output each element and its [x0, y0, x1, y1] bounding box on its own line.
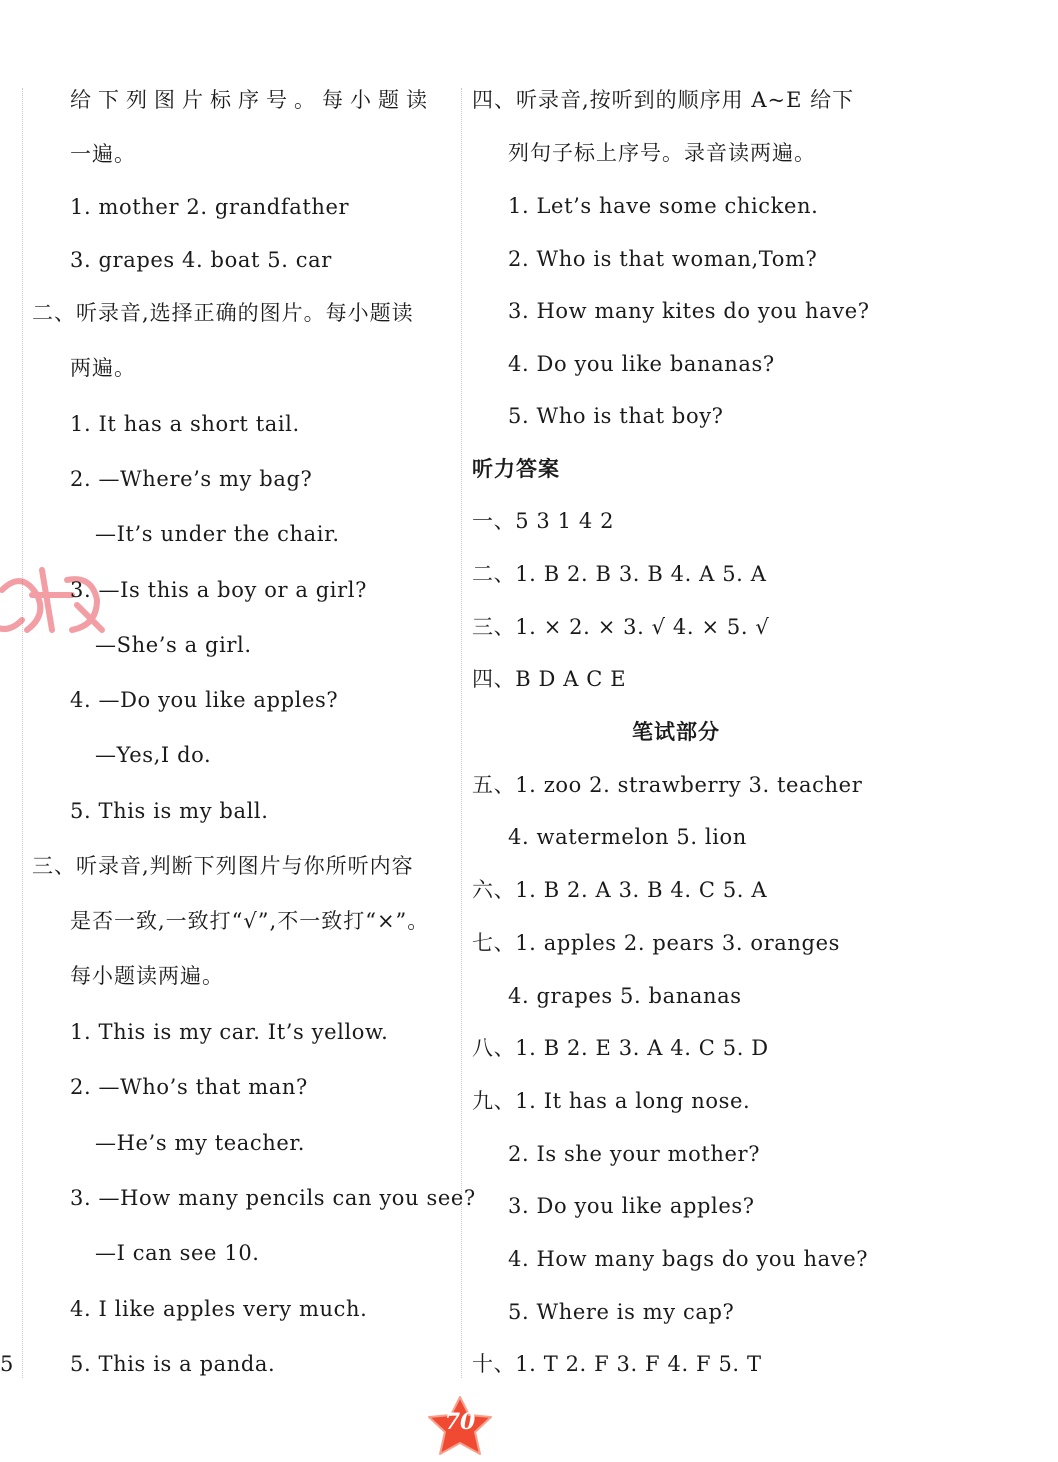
answer-row-9c: 3. Do you like apples? [508, 1194, 755, 1218]
left-line-22: —I can see 10. [95, 1241, 260, 1265]
right-line-6: 4. Do you like bananas? [508, 352, 775, 376]
answer-row-7b: 4. grapes 5. bananas [508, 984, 742, 1008]
left-line-4: 3. grapes 4. boat 5. car [70, 248, 332, 272]
answer-row-6: 六、1. B 2. A 3. B 4. C 5. A [472, 878, 768, 902]
left-line-11: —She’s a girl. [95, 633, 252, 657]
answer-row-9e: 5. Where is my cap? [508, 1300, 735, 1324]
answer-row-7: 七、1. apples 2. pears 3. oranges [472, 931, 840, 955]
answer-row-9: 九、1. It has a long nose. [472, 1089, 751, 1113]
left-line-14: 5. This is my ball. [70, 799, 269, 823]
left-line-13: —Yes,I do. [95, 743, 212, 767]
answer-row-2: 二、1. B 2. B 3. B 4. A 5. A [472, 562, 767, 586]
answer-row-5: 五、1. zoo 2. strawberry 3. teacher [472, 773, 863, 797]
answer-row-4: 四、B D A C E [472, 667, 627, 691]
right-line-4: 2. Who is that woman,Tom? [508, 247, 818, 271]
left-line-23: 4. I like apples very much. [70, 1297, 368, 1321]
left-line-6: 两遍。 [70, 356, 136, 380]
left-column-rule [22, 88, 24, 1378]
written-section-heading: 笔试部分 [632, 720, 720, 744]
right-line-3: 1. Let’s have some chicken. [508, 194, 819, 218]
page-number: 70 [444, 1409, 476, 1435]
left-line-7: 1. It has a short tail. [70, 412, 300, 436]
left-line-2: 一遍。 [70, 142, 136, 166]
section-4-heading: 四、听录音,按听到的顺序用 A~E 给下 [472, 88, 855, 112]
answer-row-5b: 4. watermelon 5. lion [508, 825, 747, 849]
left-line-12: 4. —Do you like apples? [70, 688, 339, 712]
left-line-16: 是否一致,一致打“√”,不一致打“×”。 [70, 909, 430, 933]
left-line-24: 5. This is a panda. [70, 1352, 276, 1376]
answer-row-1: 一、5 3 1 4 2 [472, 509, 615, 533]
left-line-18: 1. This is my car. It’s yellow. [70, 1020, 389, 1044]
right-line-7: 5. Who is that boy? [508, 404, 724, 428]
left-line-10: 3. —Is this a boy or a girl? [70, 578, 367, 602]
answer-row-9d: 4. How many bags do you have? [508, 1247, 869, 1271]
left-line-9: —It’s under the chair. [95, 522, 340, 546]
left-line-8: 2. —Where’s my bag? [70, 467, 313, 491]
right-line-5: 3. How many kites do you have? [508, 299, 870, 323]
right-line-2: 列句子标上序号。录音读两遍。 [508, 141, 816, 165]
section-3-heading: 三、听录音,判断下列图片与你所听内容 [32, 854, 414, 878]
listening-answers-heading: 听力答案 [472, 457, 560, 481]
answer-row-8: 八、1. B 2. E 3. A 4. C 5. D [472, 1036, 769, 1060]
margin-page-number: 5 [0, 1352, 14, 1376]
left-line-17: 每小题读两遍。 [70, 964, 224, 988]
answer-row-9b: 2. Is she your mother? [508, 1142, 761, 1166]
left-line-19: 2. —Who’s that man? [70, 1075, 308, 1099]
answer-row-3: 三、1. × 2. × 3. √ 4. × 5. √ [472, 615, 770, 639]
left-line-20: —He’s my teacher. [95, 1131, 306, 1155]
left-line-1: 给下列图片标序号。每小题读 [70, 88, 434, 112]
section-2-heading: 二、听录音,选择正确的图片。每小题读 [32, 301, 414, 325]
answer-row-10: 十、1. T 2. F 3. F 4. F 5. T [472, 1352, 762, 1376]
left-line-21: 3. —How many pencils can you see? [70, 1186, 476, 1210]
left-line-3: 1. mother 2. grandfather [70, 195, 350, 219]
